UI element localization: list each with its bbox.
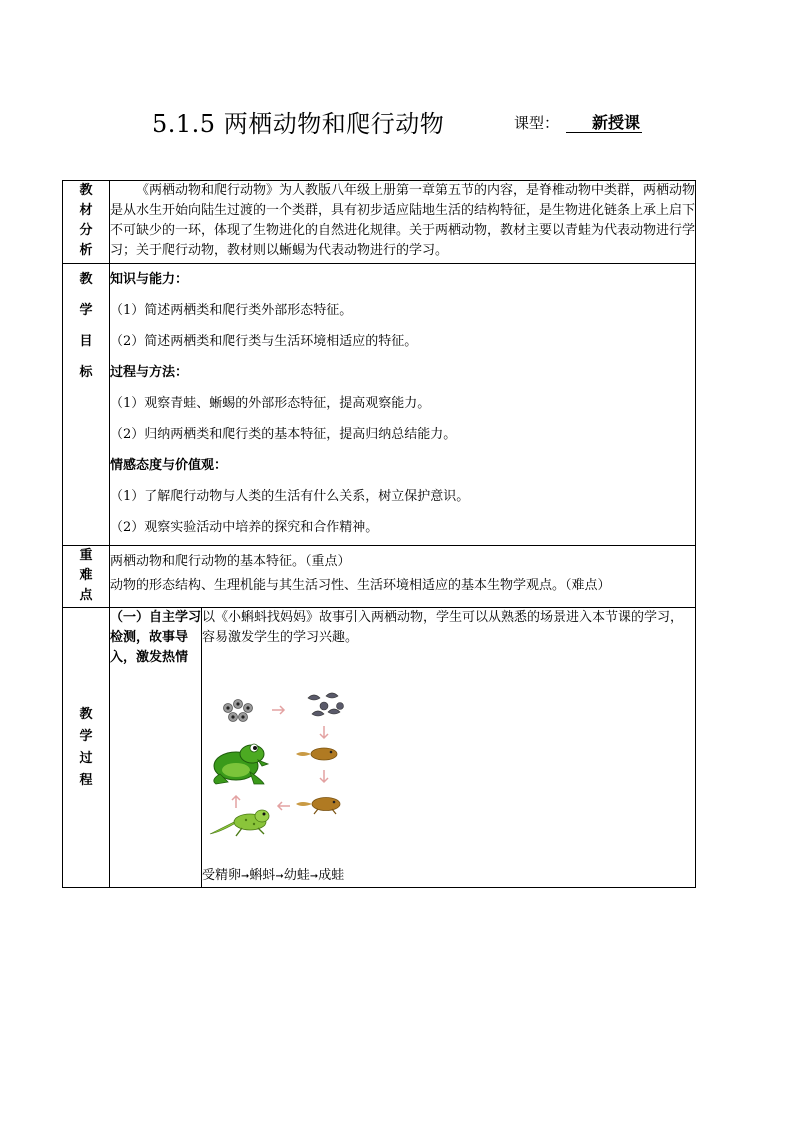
difficult-point: 动物的形态结构、生理机能与其生活习性、生活环境相适应的基本生物学观点。（难点） <box>110 578 611 593</box>
key-points-content <box>110 546 696 608</box>
process-row <box>63 608 696 888</box>
egg-cluster-icon <box>224 700 253 722</box>
arrow-up-icon <box>232 796 240 808</box>
key-points-label: 重 难 点 <box>63 546 110 608</box>
arrow-down-icon <box>320 726 328 738</box>
lesson-title: 5.1.5 两栖动物和爬行动物 <box>152 110 445 138</box>
attitude-item: （1）了解爬行动物与人类的生活有什么关系，树立保护意识。 <box>110 489 470 504</box>
caption-stage: 蝌蚪 <box>249 868 276 883</box>
step1-content <box>202 608 696 888</box>
caption-arrow-icon: ➞ <box>309 871 319 882</box>
material-label: 教 材 分 析 <box>63 181 110 264</box>
process-item: （1）观察青蛙、蜥蜴的外部形态特征，提高观察能力。 <box>110 396 431 411</box>
caption-arrow-icon: ➞ <box>241 871 250 882</box>
frog-life-cycle-diagram <box>206 684 366 864</box>
lesson-type-value: 新授课 <box>566 110 642 133</box>
key-point: 两栖动物和爬行动物的基本特征。（重点） <box>110 554 351 569</box>
process-item: （2）归纳两栖类和爬行类的基本特征，提高归纳总结能力。 <box>110 427 457 442</box>
goals-row <box>63 264 696 546</box>
knowledge-item: （2）简述两栖类和爬行类与生活环境相适应的特征。 <box>110 334 418 349</box>
knowledge-item: （1）简述两栖类和爬行类外部形态特征。 <box>110 303 353 318</box>
froglet-icon <box>210 810 269 836</box>
caption-arrow-icon: ➞ <box>275 871 284 882</box>
goals-label: 教 学 目 标 <box>63 264 110 546</box>
step1-text: 以《小蝌蚪找妈妈》故事引入两栖动物，学生可以从熟悉的场景进入本节课的学习，容易激发学生的学习兴趣。 <box>202 610 684 645</box>
attitude-heading: 情感态度与价值观： <box>110 458 228 473</box>
attitude-item: （2）观察实验活动中培养的探究和合作精神。 <box>110 520 379 535</box>
tadpole-with-legs-icon <box>296 798 340 815</box>
material-row <box>63 181 696 264</box>
caption-stage: 幼蛙 <box>283 868 310 883</box>
life-cycle-caption <box>202 866 695 887</box>
tadpole-icon <box>296 748 337 760</box>
goals-content <box>110 264 696 546</box>
arrow-left-icon <box>278 802 290 810</box>
step1-title: （一）自主学习检测，故事导入，激发热情 <box>110 608 202 888</box>
process-label: 教 学 过 程 <box>63 608 110 888</box>
lesson-type-label: 课型： <box>514 114 560 132</box>
hatchling-tadpoles-icon <box>308 693 344 716</box>
material-text: 《两栖动物和爬行动物》为人教版八年级上册第一章第五节的内容，是脊椎动物中类群，两栖动物是从水生开始向陆生过渡的一个类群，具有初步适应陆地生活的结构特征，是生物进化链条上承上启下不可缺少的一环，体现了生物进化的自然进化规律。关于两栖动物，教材主要以青蛙为代表动物进行学习；关于爬行动物，教材则以蜥蜴为代表动物进行的学习。 <box>110 183 696 258</box>
caption-stage: 成蛙 <box>318 868 345 883</box>
key-points-row <box>63 546 696 608</box>
caption-stage: 受精卵 <box>202 868 242 883</box>
knowledge-heading: 知识与能力： <box>110 272 189 287</box>
arrow-down-icon <box>320 770 328 782</box>
material-content <box>110 181 696 264</box>
arrow-right-icon <box>272 706 284 714</box>
lesson-plan-table <box>62 180 696 888</box>
adult-frog-icon <box>214 744 268 784</box>
process-heading: 过程与方法： <box>110 365 189 380</box>
title-row <box>0 104 794 138</box>
frog-life-cycle-illustration <box>206 684 366 864</box>
